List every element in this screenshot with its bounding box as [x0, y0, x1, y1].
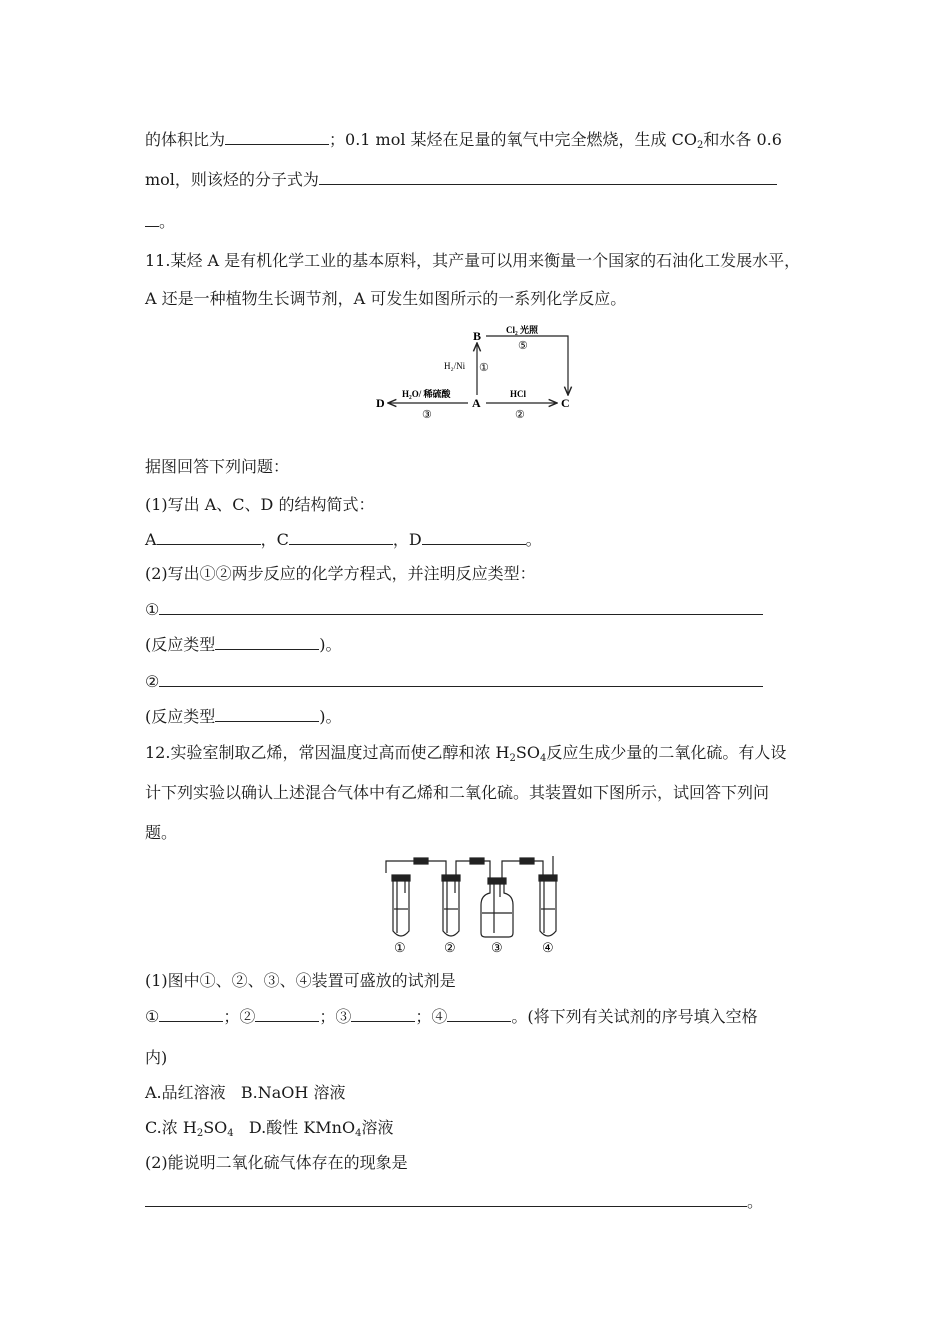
step-5: ⑤ — [518, 340, 528, 352]
punctuation: 。 — [159, 212, 176, 231]
reaction-diagram — [368, 325, 588, 420]
step-3: ③ — [422, 409, 432, 420]
subscript: 2 — [509, 753, 516, 764]
answer-blank-c[interactable] — [289, 528, 393, 545]
q12-intro-2: 计下列实验以确认上述混合气体中有乙烯和二氧化硫。其装置如下图所示，试回答下列问 — [145, 783, 770, 802]
label-a-to-c: HCl — [510, 389, 527, 399]
q12-sub2-answer — [145, 1190, 763, 1213]
answer-blank-d[interactable] — [422, 528, 526, 545]
type-suffix: )。 — [319, 707, 342, 726]
q12-intro-3: 题。 — [145, 823, 178, 842]
option-d — [249, 1118, 394, 1137]
fill-label-1: ① — [145, 1007, 160, 1026]
label-c: ，C — [260, 530, 289, 549]
type-prefix: (反应类型 — [145, 635, 216, 654]
apparatus-diagram — [378, 853, 578, 956]
label-a-to-d: H₂O/ 稀硫酸 — [402, 389, 451, 399]
equation-blank-1[interactable] — [159, 598, 763, 615]
node-d: D — [376, 396, 385, 410]
answer-blank-phenomenon[interactable] — [145, 1190, 747, 1207]
q10-text-b: ；0.1 mol 某烃在足量的氧气中完全燃烧，生成 CO — [329, 130, 698, 149]
eq-number-1: ① — [145, 600, 160, 619]
q12-text-b: SO — [515, 743, 540, 762]
fill-instruction: 。(将下列有关试剂的序号填入空格 — [511, 1007, 758, 1026]
q11-type1 — [145, 633, 342, 656]
node-a: A — [472, 396, 481, 410]
fill-label-2: ；② — [223, 1007, 256, 1026]
q11-eq2 — [145, 670, 763, 693]
label-d: ，D — [392, 530, 422, 549]
answer-blank-4[interactable] — [447, 1005, 511, 1022]
step-2: ② — [515, 409, 525, 420]
q12-options-ab — [145, 1082, 345, 1104]
apparatus-label-1: ① — [394, 940, 406, 955]
punctuation: 。 — [747, 1192, 764, 1211]
fill-label-4: ；④ — [415, 1007, 448, 1026]
apparatus-label-2: ② — [444, 940, 456, 955]
option-d-text-2: 溶液 — [361, 1118, 394, 1137]
type-suffix: )。 — [319, 635, 342, 654]
label-a-to-b: H₂/Ni — [444, 361, 466, 371]
apparatus-label-4: ④ — [542, 940, 554, 955]
subscript: 2 — [697, 140, 704, 151]
label-a: A — [145, 530, 157, 549]
q10-text-c: 和水各 0.6 — [703, 130, 782, 149]
q11-intro-1: 11.某烃 A 是有机化学工业的基本原料，其产量可以用来衡量一个国家的石油化工发展水平， — [145, 251, 801, 270]
q12-fill-blanks — [145, 1005, 758, 1028]
type-blank-1[interactable] — [215, 633, 319, 650]
apparatus-label-3: ③ — [491, 940, 503, 955]
subscript: 4 — [227, 1128, 234, 1139]
q12-options-cd — [145, 1117, 394, 1139]
type-blank-2[interactable] — [215, 705, 319, 722]
option-c-text-2: SO — [203, 1118, 228, 1137]
answer-blank-a[interactable] — [157, 528, 261, 545]
type-prefix: (反应类型 — [145, 707, 216, 726]
q10-line-3 — [145, 210, 175, 233]
q11-sub1-blanks — [145, 528, 542, 551]
answer-blank-3[interactable] — [351, 1005, 415, 1022]
answer-blank[interactable] — [319, 168, 777, 185]
option-a: A.品红溶液 — [145, 1083, 226, 1102]
q10-line-1 — [145, 128, 782, 151]
q12-intro-1 — [145, 742, 786, 764]
q11-prompt: 据图回答下列问题： — [145, 457, 290, 476]
answer-blank-2[interactable] — [255, 1005, 319, 1022]
fill-label-3: ；③ — [319, 1007, 352, 1026]
answer-blank[interactable] — [145, 210, 159, 227]
equation-blank-2[interactable] — [159, 670, 763, 687]
node-b: B — [473, 329, 482, 343]
q11-type2 — [145, 705, 342, 728]
q10-text-a: 的体积比为 — [145, 130, 226, 149]
subscript: 4 — [539, 753, 547, 764]
eq-number-2: ② — [145, 672, 160, 691]
option-c-text: C.浓 H — [145, 1118, 197, 1137]
q11-eq1 — [145, 598, 763, 621]
q12-sub2: (2)能说明二氧化硫气体存在的现象是 — [145, 1153, 408, 1172]
q12-fill-end2: 内) — [145, 1048, 168, 1067]
answer-blank-1[interactable] — [159, 1005, 223, 1022]
punctuation: 。 — [525, 530, 542, 549]
option-c — [145, 1118, 234, 1137]
q12-sub1: (1)图中①、②、③、④装置可盛放的试剂是 — [145, 971, 456, 990]
q10-line-2 — [145, 168, 777, 191]
subscript: 2 — [196, 1128, 204, 1139]
node-c: C — [561, 396, 570, 410]
q11-sub2: (2)写出①②两步反应的化学方程式，并注明反应类型： — [145, 564, 536, 583]
step-1: ① — [479, 362, 489, 374]
label-b-to-c: Cl₂ 光照 — [506, 325, 538, 335]
q11-intro-2: A 还是一种植物生长调节剂，A 可发生如图所示的一系列化学反应。 — [145, 289, 627, 308]
q12-text-c: 反应生成少量的二氧化硫。有人设 — [546, 743, 787, 762]
subscript: 4 — [355, 1128, 362, 1139]
answer-blank[interactable] — [225, 128, 329, 145]
q12-text-a: 12.实验室制取乙烯，常因温度过高而使乙醇和浓 H — [145, 743, 510, 762]
q11-sub1: (1)写出 A、C、D 的结构简式： — [145, 495, 375, 514]
option-b: B.NaOH 溶液 — [240, 1083, 346, 1102]
option-d-text: D.酸性 KMnO — [248, 1118, 356, 1137]
q10-text-d: mol，则该烃的分子式为 — [145, 170, 319, 189]
